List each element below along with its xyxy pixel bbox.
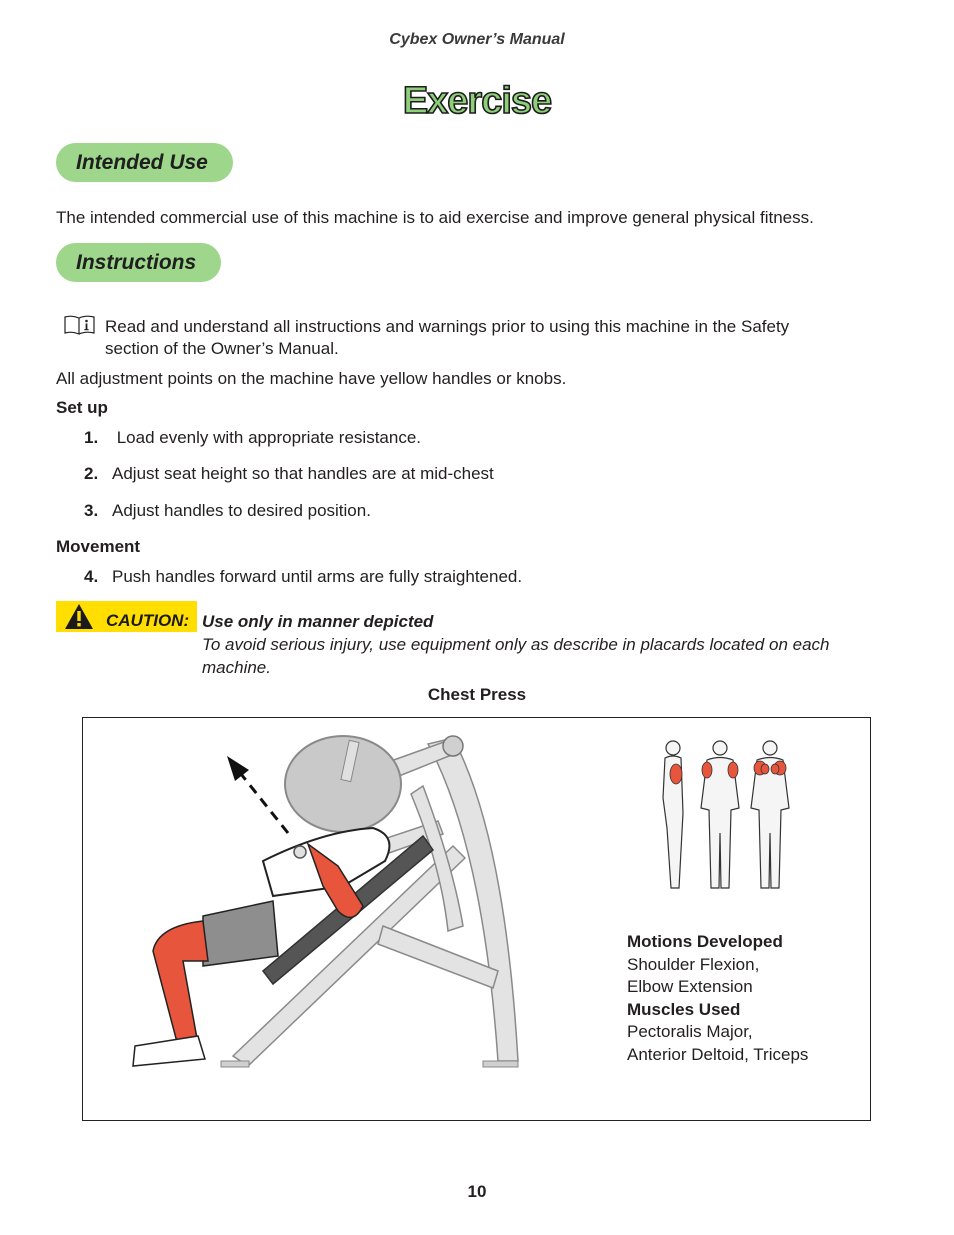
figure-caption: Chest Press [427, 685, 527, 704]
read-manual-icon [63, 314, 97, 336]
motions-heading: Motions Developed [627, 932, 783, 951]
movement-heading: Movement [56, 537, 141, 556]
step-number: 1. [84, 428, 99, 447]
step-number: 3. [84, 501, 99, 520]
chest-press-illustration [123, 726, 583, 1076]
step-text: Adjust seat height so that handles are at mid-chest [112, 464, 494, 483]
muscle-chart-icon [657, 738, 807, 898]
warning-triangle-icon [64, 603, 94, 630]
caution-line1: To avoid serious injury, use equipment only as describe in placards located on each [202, 635, 830, 654]
step-text: Load evenly with appropriate resistance. [112, 428, 422, 447]
motions-line: Shoulder Flexion, [627, 954, 760, 974]
caution-line2: machine. [202, 658, 271, 677]
intended-use-text: The intended commercial use of this machine is to aid exercise and improve general physical fitness. [56, 208, 814, 227]
setup-step [84, 463, 494, 485]
safety-note-line2: section of the Owner’s Manual. [105, 339, 339, 358]
setup-step [84, 427, 421, 449]
muscles-heading: Muscles Used [627, 999, 741, 1019]
page-number: 10 [467, 1182, 487, 1201]
caution-headline: Use only in manner depicted [202, 612, 434, 631]
setup-heading: Set up [56, 398, 108, 417]
muscles-line: Anterior Deltoid, Triceps [627, 1044, 809, 1064]
step-number: 4. [84, 567, 99, 586]
movement-step [84, 566, 522, 588]
step-text: Push handles forward until arms are fully straightened. [112, 567, 523, 586]
page-title: Exercise [402, 80, 552, 122]
caution-badge [56, 601, 197, 632]
muscles-line: Pectoralis Major, [627, 1022, 753, 1041]
caution-message [202, 610, 902, 679]
figure-box [82, 717, 871, 1121]
instructions-heading: Instructions [56, 243, 221, 282]
safety-note-line1: Read and understand all instructions and warnings prior to using this machine in the Safety [105, 317, 790, 336]
motions-line: Elbow Extension [627, 977, 753, 996]
step-text: Adjust handles to desired position. [112, 501, 371, 520]
setup-step [84, 500, 371, 522]
motions-block [627, 931, 808, 1066]
caution-label: CAUTION: [100, 601, 197, 632]
step-number: 2. [84, 464, 99, 483]
intended-use-heading: Intended Use [56, 143, 233, 182]
manual-header: Cybex Owner’s Manual [389, 31, 565, 48]
adjustment-points-text: All adjustment points on the machine have yellow handles or knobs. [56, 369, 567, 388]
